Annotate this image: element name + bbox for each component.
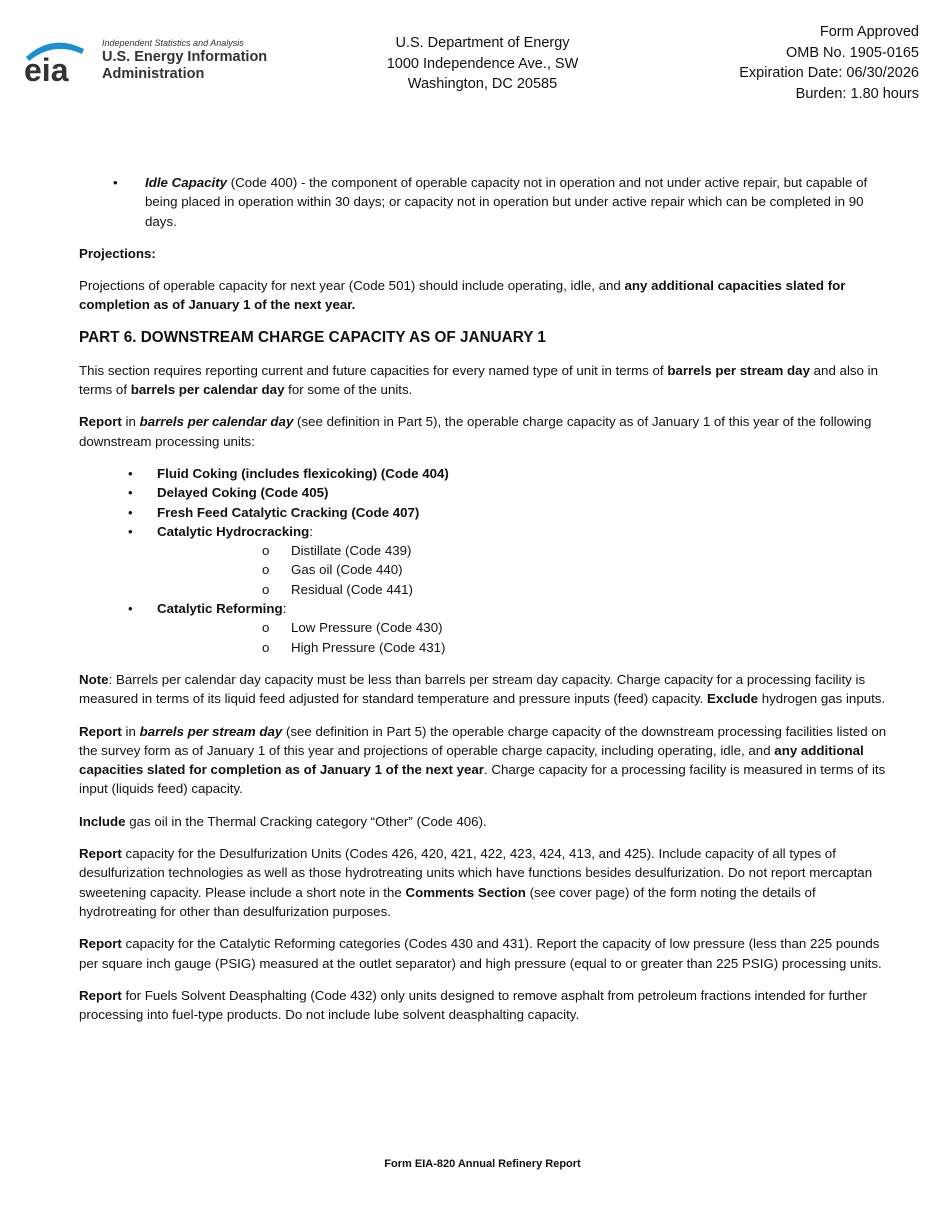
page-footer: Form EIA-820 Annual Refinery Report xyxy=(384,1158,581,1170)
projections-paragraph: Projections of operable capacity for next year (Code 501) should include operating, idle, and any additional capacities slated for completion as of January 1 of the next year. xyxy=(79,278,846,313)
list-item: • Catalytic Hydrocracking: o Distillate (Code 439) o Gas oil (Code 440) o Residual (Code 441) xyxy=(79,522,891,599)
note-paragraph: Note: Barrels per calendar day capacity must be less than barrels per stream day capacity. Charge capacity for a processing facility is measured in terms of its liquid feed adjusted for standard temperature and pressure inputs (feed) capacity. Exclude hydrogen gas inputs. xyxy=(79,671,886,707)
list-item: • Catalytic Reforming: o Low Pressure (Code 430) o High Pressure (Code 431) xyxy=(79,599,891,657)
department-city: Washington, DC 20585 xyxy=(407,76,558,92)
department-name: U.S. Department of Energy xyxy=(395,35,570,51)
hydrocracking-sublist xyxy=(157,541,891,599)
document-body xyxy=(79,173,891,1037)
include-paragraph: Include gas oil in the Thermal Cracking category “Other” (Code 406). xyxy=(79,813,487,829)
eia-logo-mark xyxy=(22,35,94,85)
part6-intro-paragraph: This section requires reporting current and future capacities for every named type of unit in terms of barrels per stream day and also in terms of barrels per calendar day for some of the units. xyxy=(79,362,878,398)
svg-text:eia: eia xyxy=(24,52,69,85)
part6-heading: PART 6. DOWNSTREAM CHARGE CAPACITY AS OF JANUARY 1 xyxy=(79,328,546,346)
logo-tagline: Independent Statistics and Analysis xyxy=(102,38,244,48)
department-street: 1000 Independence Ave., SW xyxy=(386,55,579,72)
report-calendar-paragraph: Report in barrels per calendar day (see definition in Part 5), the operable charge capacity as of January 1 of this year of the following downstream processing units: xyxy=(79,414,872,449)
omb-number: OMB No. 1905-0165 xyxy=(786,44,919,61)
desulfurization-paragraph: Report capacity for the Desulfurization Units (Codes 426, 420, 421, 422, 423, 424, 413, and 425). Include capacity of all types of desulfurization technologies as well as those hydrotreating units which have functions besides desulfurization. Do not report mercaptan sweetening capacity. Please include a short note in the Comments Section (see cover page) of the form noting the details of hydrotreating for other than desulfurization purposes. xyxy=(79,846,873,919)
list-item: • Fresh Feed Catalytic Cracking (Code 407) xyxy=(128,504,420,520)
reforming-paragraph: Report capacity for the Catalytic Reforming categories (Codes 430 and 431). Report the capacity of low pressure (less than 225 pounds per square inch gauge (PSIG) measured at the outlet separator) and high pressure (equal to or greater than 225 PSIG) processing units. xyxy=(79,936,882,971)
sub-list-item: o Low Pressure (Code 430) xyxy=(262,620,443,636)
department-address xyxy=(340,33,625,95)
report-stream-paragraph: Report in barrels per stream day (see definition in Part 5) the operable charge capacity of the downstream processing facilities listed on the survey form as of January 1 of this year and projections of operable charge capacity, including operating, idle, and any additional capacities slated for completion as of January 1 of the next year. Charge capacity for a processing facility is measured in terms of its input (liquids feed) capacity. xyxy=(79,723,887,797)
sub-list-item: o Gas oil (Code 440) xyxy=(262,562,403,578)
form-approved-label: Form Approved xyxy=(819,24,919,40)
sub-list-item: o High Pressure (Code 431) xyxy=(262,639,446,655)
idle-capacity-definition: • Idle Capacity (Code 400) - the component of operable capacity not in operation and not under active repair, but capable of being placed in operation within 30 days; or capacity not in operation but under active repair which can be completed in 90 days. xyxy=(113,175,868,229)
burden-hours: Burden: 1.80 hours xyxy=(795,85,919,102)
page-header xyxy=(0,0,950,120)
eia-logo xyxy=(22,35,292,85)
list-item: • Delayed Coking (Code 405) xyxy=(128,485,329,501)
downstream-units-list xyxy=(79,464,891,657)
sub-list-item: o Residual (Code 441) xyxy=(262,581,413,597)
form-approval-block xyxy=(739,22,919,104)
bullet: • xyxy=(113,175,118,190)
deasphalting-paragraph: Report for Fuels Solvent Deasphalting (Code 432) only units designed to remove asphalt from petroleum fractions intended for further processing into fuel-type products. Do not include lube solvent deasphalting capacity. xyxy=(79,987,867,1023)
projections-heading: Projections: xyxy=(79,245,156,261)
idle-capacity-term: Idle Capacity xyxy=(145,175,228,190)
sub-list-item: o Distillate (Code 439) xyxy=(262,543,412,559)
list-item: • Fluid Coking (includes flexicoking) (Code 404) xyxy=(128,465,449,481)
expiration-date: Expiration Date: 06/30/2026 xyxy=(739,65,919,81)
reforming-sublist xyxy=(157,618,891,657)
logo-agency-name: U.S. Energy Information Administration xyxy=(102,49,268,82)
